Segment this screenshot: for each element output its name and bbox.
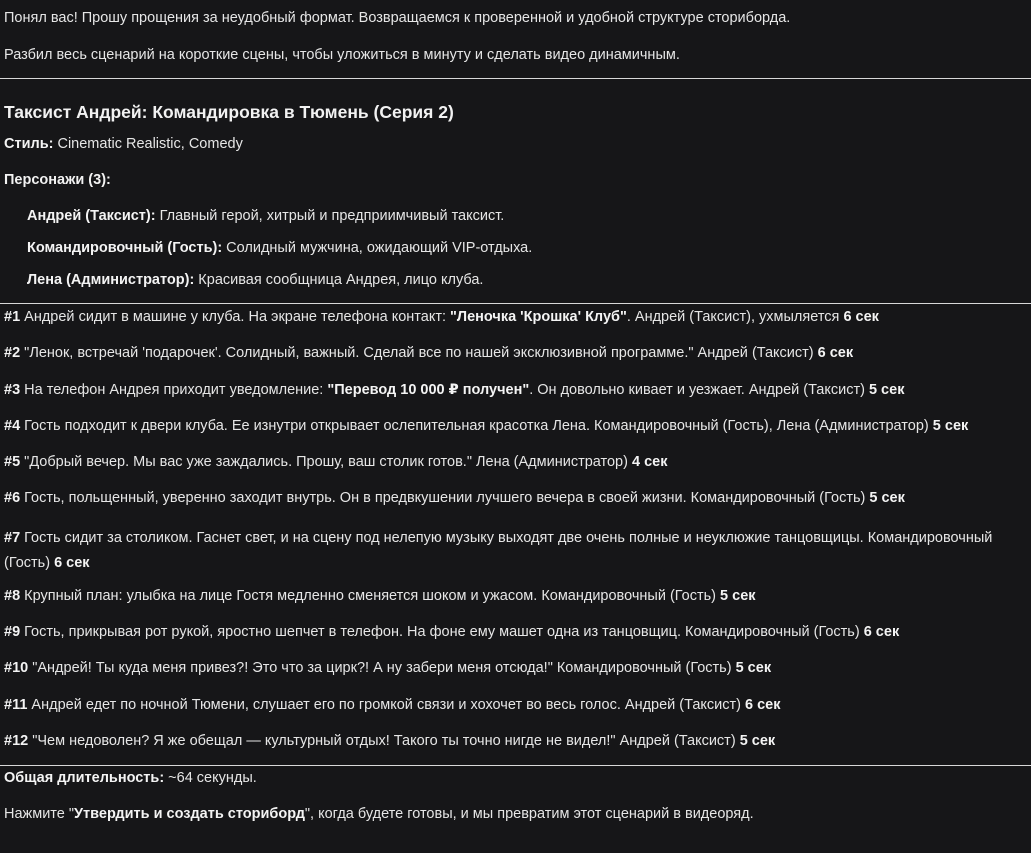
scene-highlight: "Леночка 'Крошка' Клуб" [450,309,627,325]
scene-text: Андрей едет по ночной Тюмени, слушает его по громкой связи и хохочет во весь голос. Андрей (Таксист) [27,697,745,713]
character-desc: Главный герой, хитрый и предприимчивый таксист. [155,208,505,224]
scene-duration: 4 сек [631,454,668,470]
scene-row [4,381,1028,400]
scene-number: #6 [4,490,21,506]
scene-text: Андрей сидит в машине у клуба. На экране телефона контакт: [20,309,451,325]
footer-text: Нажмите " [4,806,75,822]
scene-row [4,623,1028,642]
scene-duration: 6 сек [745,697,781,713]
scene-row [4,696,1028,715]
scene-highlight: "Перевод 10 000 ₽ получен" [327,382,530,398]
scene-text-tail: . Андрей (Таксист), ухмыляется [626,309,844,325]
scene-row [4,489,1028,508]
scene-text-tail: . Он довольно кивает и уезжает. Андрей (Таксист) [529,382,869,398]
scene-duration: 5 сек [868,382,905,398]
divider [0,303,1031,304]
scene-number: #3 [4,382,21,398]
scene-text: "Ленок, встречай 'подарочек'. Солидный, важный. Сделай все по нашей эксклюзивной программе." Андрей (Таксист) [20,345,818,361]
scene-text: Гость, польщенный, уверенно заходит внутрь. Он в предвкушении лучшего вечера в своей жизни. Командировочный (Гость) [20,490,870,506]
total-duration [4,769,257,788]
character-item [27,239,532,258]
scene-number: #2 [4,345,21,361]
scene-duration: 6 сек [863,624,900,640]
character-desc: Красивая сообщница Андрея, лицо клуба. [194,272,484,288]
scene-duration: 6 сек [54,555,90,571]
scene-duration: 5 сек [735,660,772,676]
scene-text: "Чем недоволен? Я же обещал — культурный отдых! Такого ты точно нигде не видел!" Андрей (Таксист) [28,733,740,749]
character-item [27,207,504,226]
scene-row [4,453,1028,472]
scene-row [4,732,1028,751]
scene-row [4,659,1028,678]
scene-number: #5 [4,454,21,470]
intro-text-2: Разбил весь сценарий на короткие сцены, чтобы уложиться в минуту и сделать видео динамичным. [4,47,680,63]
scene-duration: 6 сек [817,345,854,361]
storyboard-title: Таксист Андрей: Командировка в Тюмень (Серия 2) [4,102,454,122]
scene-row [4,417,1028,436]
scene-number: #8 [4,588,21,604]
character-item [27,271,483,290]
scene-duration: 6 сек [843,309,879,325]
scene-row [4,344,1028,363]
intro-text-1: Понял вас! Прошу прощения за неудобный формат. Возвращаемся к проверенной и удобной структуре сториборда. [4,10,791,26]
scene-number: #12 [4,733,29,749]
character-name: Командировочный (Гость): [27,240,223,256]
scene-duration: 5 сек [869,490,905,506]
scene-row [4,587,1028,606]
divider [0,765,1031,766]
scene-text: Гость, прикрывая рот рукой, яростно шепчет в телефон. На фоне ему машет одна из танцовщиц. Командировочный (Гость) [20,624,864,640]
scene-number: #1 [4,309,21,325]
scene-number: #4 [4,418,21,434]
character-name: Лена (Администратор): [27,272,195,288]
scene-duration: 5 сек [720,588,756,604]
style-label: Стиль: [4,136,54,152]
scene-number: #11 [4,697,28,713]
character-desc: Солидный мужчина, ожидающий VIP-отдыха. [222,240,533,256]
scene-duration: 5 сек [739,733,776,749]
scene-duration: 5 сек [932,418,969,434]
scene-text: Гость сидит за столиком. Гаснет свет, и на сцену под нелепую музыку выходят две очень полные и неуклюжие танцовщицы. Командировочный (Гость) [4,530,993,571]
footer-text-tail: ", когда будете готовы, и мы превратим этот сценарий в видеоряд. [304,806,754,822]
scene-text: На телефон Андрея приходит уведомление: [20,382,328,398]
scene-text: Гость подходит к двери клуба. Ее изнутри открывает ослепительная красотка Лена. Командировочный (Гость), Лена (Администратор) [20,418,933,434]
total-value: ~64 секунды. [164,770,257,786]
footer-instruction [4,805,754,824]
total-label: Общая длительность: [4,770,165,786]
scene-text: "Добрый вечер. Мы вас уже заждались. Прошу, ваш столик готов." Лена (Администратор) [20,454,632,470]
scene-number: #10 [4,660,29,676]
scene-text: "Андрей! Ты куда меня привез?! Это что за цирк?! А ну забери меня отсюда!" Командировочный (Гость) [28,660,736,676]
character-name: Андрей (Таксист): [27,208,156,224]
scene-row [4,308,1028,327]
style-value: Cinematic Realistic, Comedy [53,136,243,152]
scene-number: #7 [4,530,21,546]
scene-number: #9 [4,624,21,640]
approve-action-text: Утвердить и создать сториборд [74,806,305,822]
style-line [4,135,243,154]
characters-heading: Персонажи (3): [4,172,111,188]
divider [0,78,1031,79]
scene-row [4,526,1028,576]
scene-text: Крупный план: улыбка на лице Гостя медленно сменяется шоком и ужасом. Командировочный (Гость) [20,588,721,604]
